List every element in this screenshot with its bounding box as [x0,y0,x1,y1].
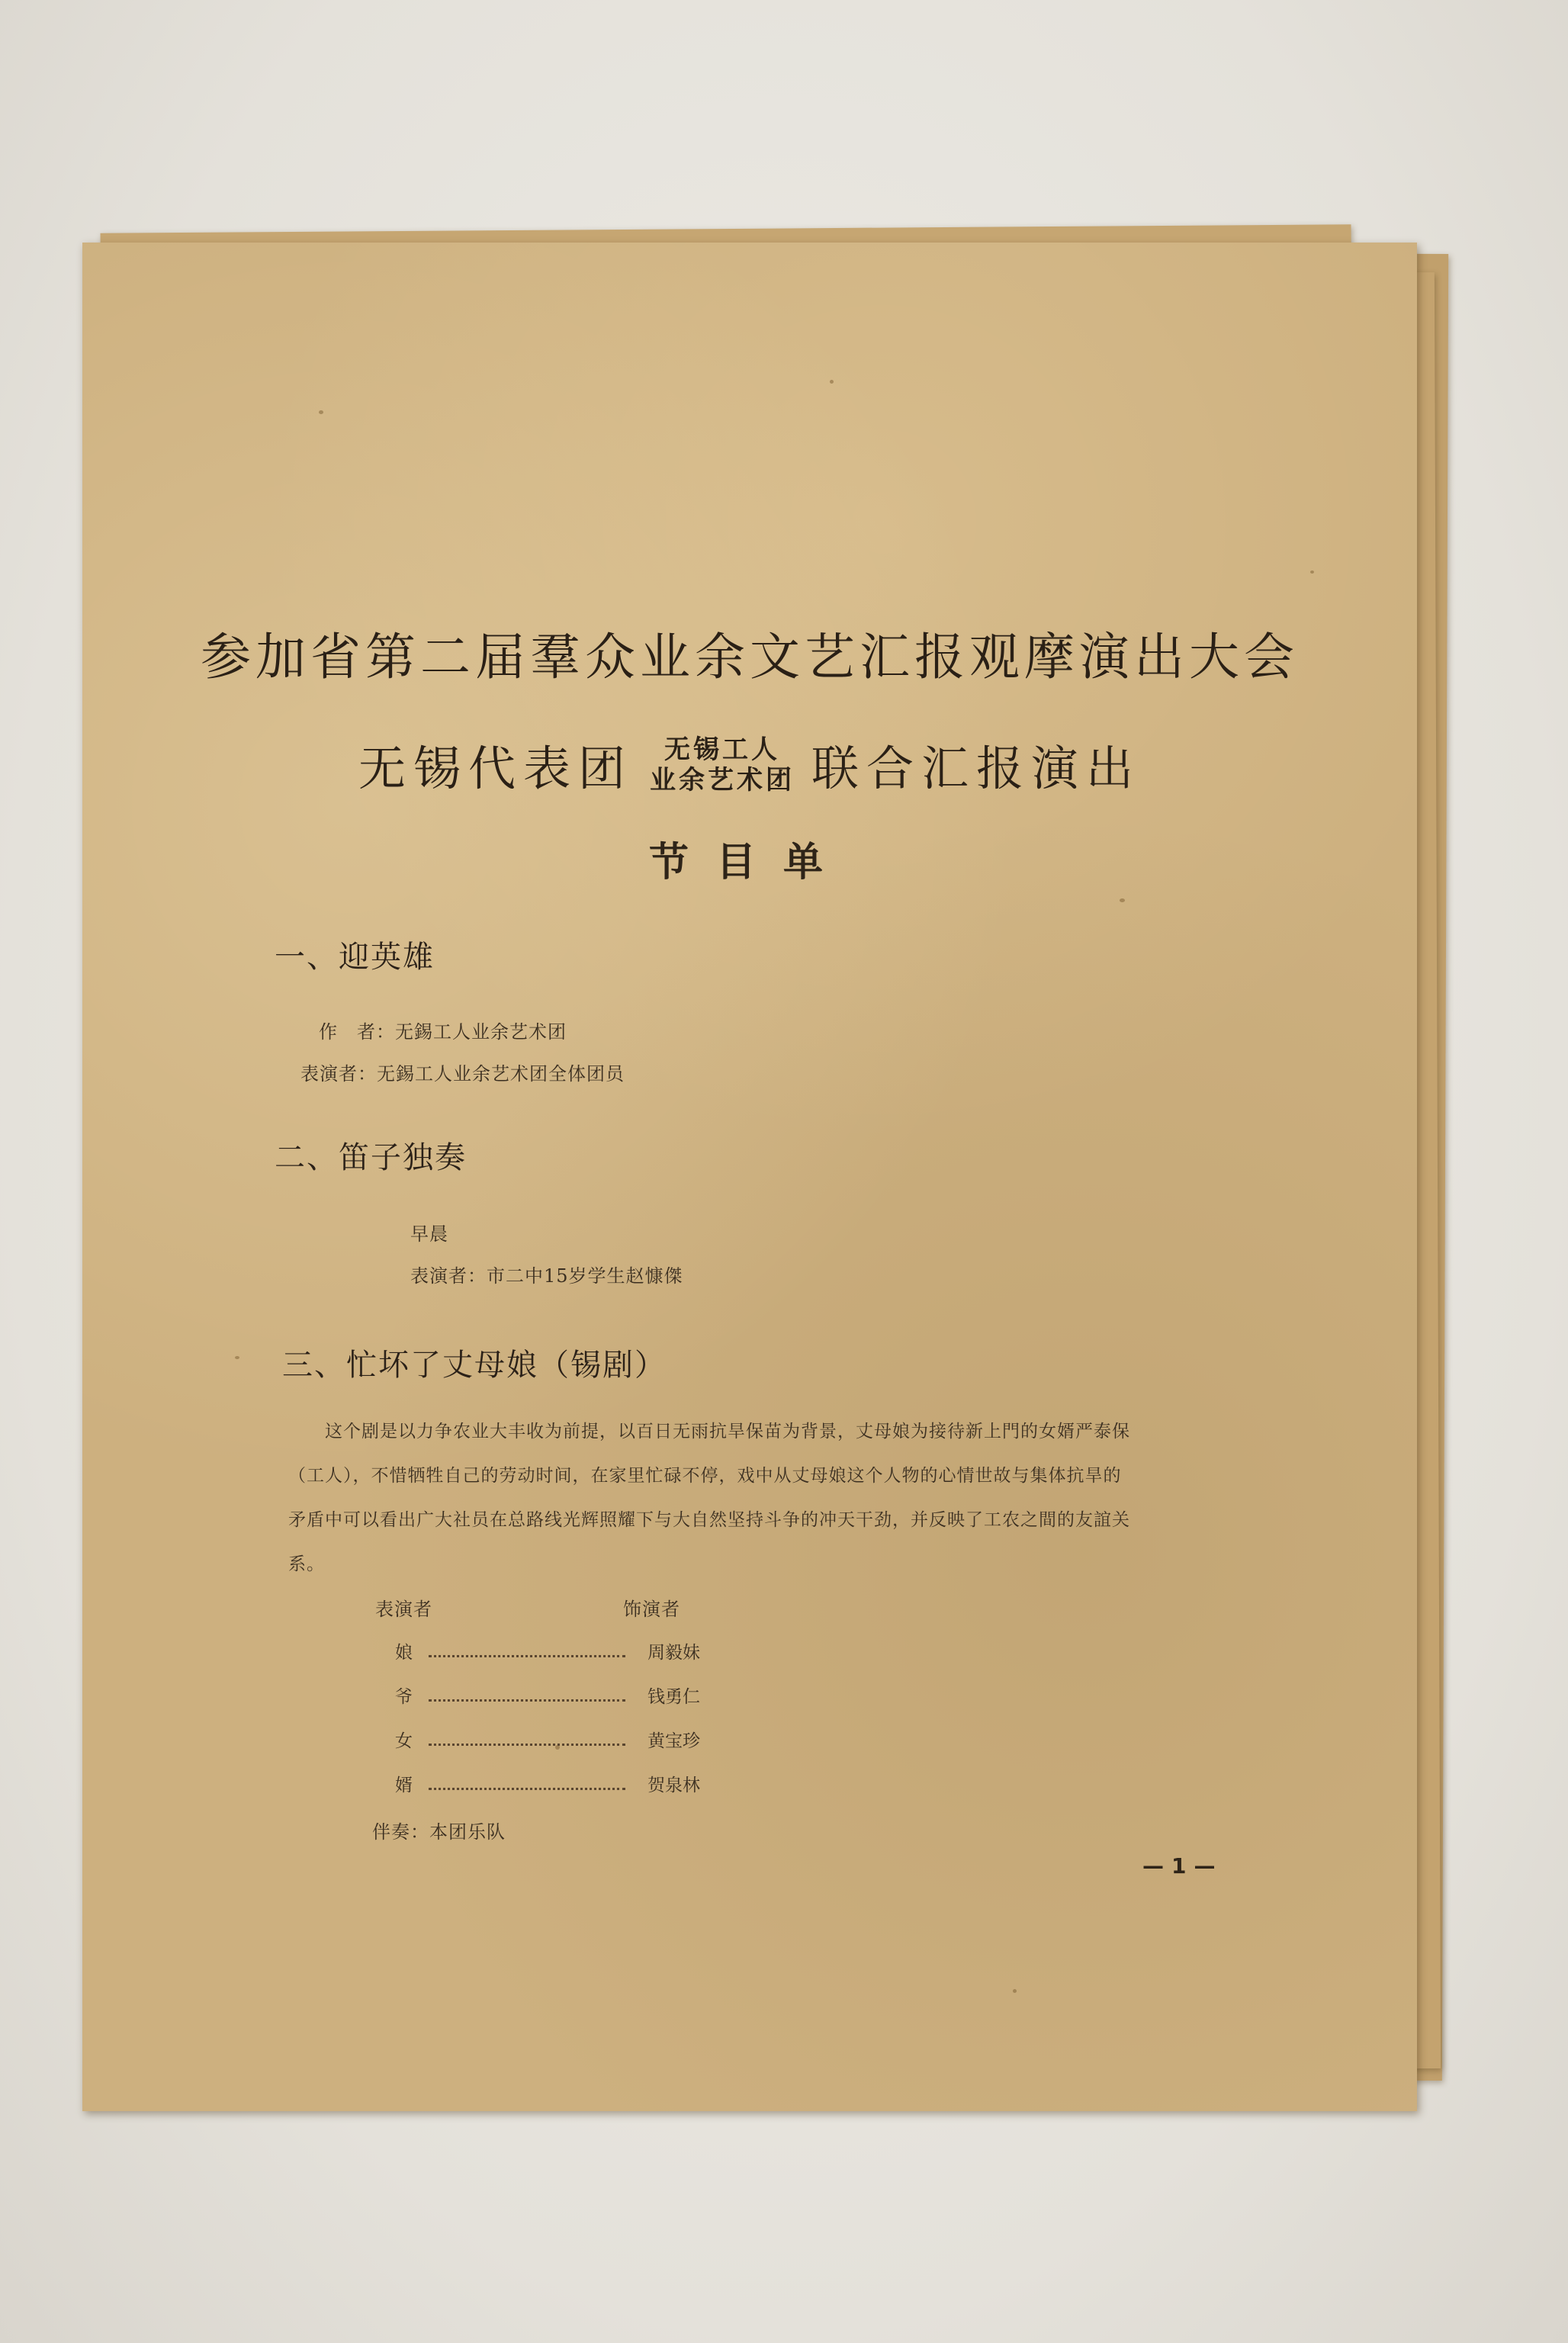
paper-fleck [1013,1989,1017,1993]
credit-line: 表演者：无錫工人业余艺术团全体团员 [300,1063,625,1085]
paper-fleck [319,410,323,414]
cast-row [395,1683,700,1708]
program-list-title: 节目单 [648,840,850,885]
synopsis-paragraph [288,1409,1332,1586]
cast-role: 婿 [395,1776,413,1795]
delegation-title [82,731,1417,799]
cast-actor: 钱勇仁 [647,1687,700,1707]
leader-dots [429,1683,625,1702]
synopsis-line: 矛盾中可以看出广大社员在总路线光辉照耀下与大自然坚持斗争的冲天干劲，并反映了工农之間的友誼关 [288,1510,1130,1530]
cast-role: 爷 [395,1687,413,1707]
paper-fleck [1120,898,1125,902]
cast-role: 娘 [395,1643,413,1663]
cast-header-actor: 饰演者 [623,1599,680,1620]
cast-role: 女 [395,1731,413,1751]
cast-actor: 贺泉林 [647,1776,700,1795]
section-heading: 二、笛子独奏 [275,1140,467,1175]
synopsis-line: 这个剧是以力争农业大丰收为前提，以百日无雨抗旱保苗为背景，丈母娘为接待新上門的女婿严泰保 [325,1422,1130,1441]
synopsis-line: 系。 [288,1554,325,1574]
delegation-prefix: 无锡代表团 [358,741,633,796]
credit-line: 作 者：无錫工人业余艺术团 [319,1021,567,1043]
section-heading: 一、迎英雄 [275,940,435,975]
cast-row [395,1638,700,1663]
cast-row [395,1727,700,1752]
accompaniment-line: 伴奏：本团乐队 [372,1821,506,1843]
section-heading: 三、忙坏了丈母娘（锡剧） [282,1348,667,1383]
cast-row [395,1771,700,1796]
paper-fleck [235,1356,239,1359]
synopsis-line: （工人），不惜牺牲自己的劳动时间，在家里忙碌不停，戏中从丈母娘这个人物的心情世故与集体抗旱的 [288,1466,1122,1486]
leader-dots [429,1727,625,1746]
credit-line: 表演者：市二中15岁学生赵慷傑 [410,1265,683,1287]
cast-actor: 周毅妹 [647,1643,700,1663]
troupe-name-bottom: 业余艺术团 [650,764,795,795]
program-sheet [82,243,1417,2111]
cast-header [375,1594,680,1621]
troupe-name-stack [650,734,795,795]
troupe-name-top: 无锡工人 [664,734,780,765]
cast-header-role: 表演者 [375,1599,432,1620]
piece-title: 早晨 [410,1223,448,1245]
delegation-suffix: 联合汇报演出 [811,741,1142,796]
cast-actor: 黄宝珍 [647,1731,700,1751]
leader-dots [429,1638,625,1657]
event-title: 参加省第二届羣众业余文艺汇报观摩演出大会 [201,628,1299,686]
paper-fleck [830,380,834,384]
paper-fleck [1310,570,1314,574]
leader-dots [429,1771,625,1790]
page-number: —1— [1142,1853,1223,1879]
